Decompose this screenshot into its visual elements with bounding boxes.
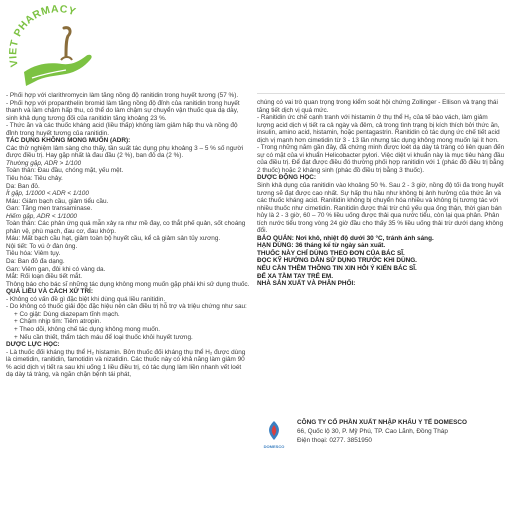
manufacturer-name: CÔNG TY CỔ PHẦN XUẤT NHẬP KHẨU Y TẾ DOMESCO <box>297 419 467 426</box>
section-heading: DƯỢC ĐỘNG HỌC: <box>257 174 317 182</box>
paragraph: - Không có vấn đề gì đặc biệt khi dùng quá liều ranitidin. <box>6 295 166 303</box>
right-column-rule <box>257 93 505 94</box>
section-heading: TÁC DỤNG KHÔNG MONG MUỐN (ADR): <box>6 137 131 145</box>
paragraph: + Theo dõi, không chế tác dụng không mong muốn. <box>14 325 161 333</box>
paragraph: - Là thuốc đối kháng thụ thể H₂ histamin. Bởn thuốc đối kháng thụ thể H₂ được dùng là cimetidin, ranitidin, famotidin và nizatidin. Các thuốc này có khả năng làm giảm 90 % acid dịch vị tiết ra sau khi uống 1 liều điều trị, có tác dụng làm liền nhanh vết loét dạ dày tá tràng, và ngăn chặn bệnh tái phát, <box>6 348 246 379</box>
paragraph: Hiếm gặp, ADR < 1/1000 <box>6 212 77 220</box>
paragraph: Mắt: Rối loạn điều tiết mắt. <box>6 273 83 281</box>
paragraph: - Thức ăn và các thuốc kháng acid (liều thấp) không làm giảm hấp thu và nồng độ đỉnh trong huyết tương của ranitidin. <box>6 122 238 137</box>
paragraph: Thông báo cho bác sĩ những tác dụng không mong muốn gặp phải khi sử dụng thuốc. <box>6 280 250 288</box>
paragraph: NẾU CẦN THÊM THÔNG TIN XIN HỎI Ý KIẾN BÁC SĨ. <box>257 265 417 273</box>
section-heading: QUÁ LIỀU VÀ CÁCH XỬ TRÍ: <box>6 288 93 296</box>
paragraph: Các thử nghiệm lâm sàng cho thấy, tần suất tác dụng phụ khoảng 3 – 5 % số người được điều trị. Hay gặp nhất là đau đầu (2 %), ban đỏ da (2 %). <box>6 144 244 160</box>
logo-text: VIET PHARMACY <box>7 3 78 68</box>
paragraph: Tiêu hóa: Tiêu chảy. <box>6 175 63 183</box>
domesco-logo-icon <box>263 420 285 450</box>
pestle-icon <box>61 28 72 60</box>
paragraph: + Co giật: Dùng diazepam tĩnh mạch. <box>14 310 120 318</box>
paragraph: Gan: Tăng men transaminase. <box>6 205 93 213</box>
paragraph: - Trong những năm gần đây, đã chứng minh được loét dạ dày tá tràng có liên quan đến sự có mặt của vi khuẩn Helicobacter pylori. Việc diệt vi khuẩn này là mục tiêu hàng đầu của điều trị. Để đạt được điều đó thường phối hợp ranitidin với 1 (phác đồ điều trị bằng 2 thuốc) hoặc 2 kháng sinh (phác đồ điều trị bằng 3 thuốc). <box>257 144 505 174</box>
paragraph: NHÀ SẢN XUẤT VÀ PHÂN PHỐI: <box>257 280 356 288</box>
paragraph: - Do không có thuốc giải độc đặc hiệu nên cần điều trị hỗ trợ và triệu chứng như sau: <box>6 303 247 311</box>
manufacturer-phone: Điện thoại: 0277. 3851950 <box>297 437 372 444</box>
paragraph: ĐỂ XA TẦM TAY TRẺ EM. <box>257 272 333 280</box>
paragraph: Gan: Viêm gan, đôi khi có vàng da. <box>6 265 106 273</box>
paragraph: THUỐC NÀY CHỈ DÙNG THEO ĐƠN CỦA BÁC SĨ. <box>257 249 405 257</box>
paragraph: Toàn thân: Đau đầu, chóng mặt, yếu mệt. <box>6 167 124 175</box>
manufacturer-block <box>257 418 505 458</box>
paragraph: HẠN DÙNG: 36 tháng kể từ ngày sản xuất. <box>257 242 386 250</box>
paragraph: Da: Ban đỏ đa dạng. <box>6 258 65 266</box>
viet-pharmacy-logo <box>4 2 116 94</box>
paragraph: + Nếu cần thiết, thẩm tách máu để loại thuốc khỏi huyết tương. <box>14 333 193 341</box>
hand-icon <box>24 55 92 86</box>
paragraph: Tiêu hóa: Viêm tụy. <box>6 250 61 258</box>
paragraph: Thường gặp, ADR > 1/100 <box>6 159 81 167</box>
paragraph: Da: Ban đỏ. <box>6 182 40 190</box>
paragraph: Ít gặp, 1/1000 < ADR < 1/100 <box>6 190 89 198</box>
paragraph: Máu: Mất bạch cầu hạt, giảm toàn bộ huyết cầu, kể cả giảm sản tủy xương. <box>6 235 221 243</box>
paragraph: chúng có vai trò quan trọng trong kiểm soát hội chứng Zollinger - Ellison và trạng thái tăng tiết dịch vị quá mức. <box>257 99 498 114</box>
domesco-logo-text: DOMESCO <box>263 444 285 449</box>
manufacturer-address: 66, Quốc lộ 30, P. Mỹ Phú, TP. Cao Lãnh, Đồng Tháp <box>297 428 448 435</box>
paragraph: Nội tiết: To vú ở đàn ông. <box>6 242 78 250</box>
paragraph: - Ranitidin ức chế cạnh tranh với histamin ở thụ thể H₂ của tế bào vách, làm giảm lượng acid dịch vị tiết ra cả ngày và đêm, cả trong tình trạng bị kích thích bởi thức ăn, insulin, amino acid, histamin, hoặc pentagastrin. Ranitidin có tác dụng ức chế tiết acid dịch vị mạnh hơn cimetidin từ 3 - 13 lần nhưng tác dụng không mong muốn lại ít hơn. <box>257 114 500 144</box>
paragraph: + Chậm nhịp tim: Tiêm atropin. <box>14 318 102 326</box>
section-heading: DƯỢC LỰC HỌC: <box>6 341 60 349</box>
paragraph: Máu: Giảm bạch cầu, giảm tiểu cầu. <box>6 197 109 205</box>
paragraph: BẢO QUẢN: Nơi khô, nhiệt độ dưới 30 °C, tránh ánh sáng. <box>257 234 434 242</box>
paragraph: ĐỌC KỸ HƯỚNG DẪN SỬ DỤNG TRƯỚC KHI DÙNG. <box>257 257 417 265</box>
paragraph: Toàn thân: Các phản ứng quá mẫn xảy ra như mề đay, co thắt phế quản, sốt choáng phản vệ, phù mạch, đau cơ, đau khớp. <box>6 220 246 235</box>
left-column <box>6 92 250 379</box>
paragraph: - Phối hợp với propanthelin bromid làm tăng nồng độ đỉnh của ranitidin trong huyết thanh và làm chậm hấp thu, có thể do làm chậm sự chuyển vận thuốc qua dạ dày, sinh khả dụng tương đối của ranitidin tăng khoảng 23 %. <box>6 99 240 122</box>
paragraph: Sinh khả dụng của ranitidin vào khoảng 50 %. Sau 2 - 3 giờ, nồng độ tối đa trong huyết tương sẽ đạt được cao nhất. Sự hấp thu hầu như không bị ảnh hưởng của thức ăn và các thuốc kháng acid. Ranitidin không bị chuyển hóa nhiều và không bị tương tác với nhiều thuốc như cimetidin. Ranitidin được thải trừ chủ yếu qua ống thận, thời gian bán hủy là 2 - 3 giờ, 60 – 70 % liều uống được thải qua nước tiểu, còn lại qua phân. Phân tích nước tiểu trong vòng 24 giờ đầu cho thấy 35 % liều uống thải trừ dưới dạng không đổi. <box>257 182 504 235</box>
right-column <box>257 99 505 288</box>
paragraph: - Phối hợp với clarithromycin làm tăng nồng độ ranitidin trong huyết tương (57 %). <box>6 92 239 99</box>
